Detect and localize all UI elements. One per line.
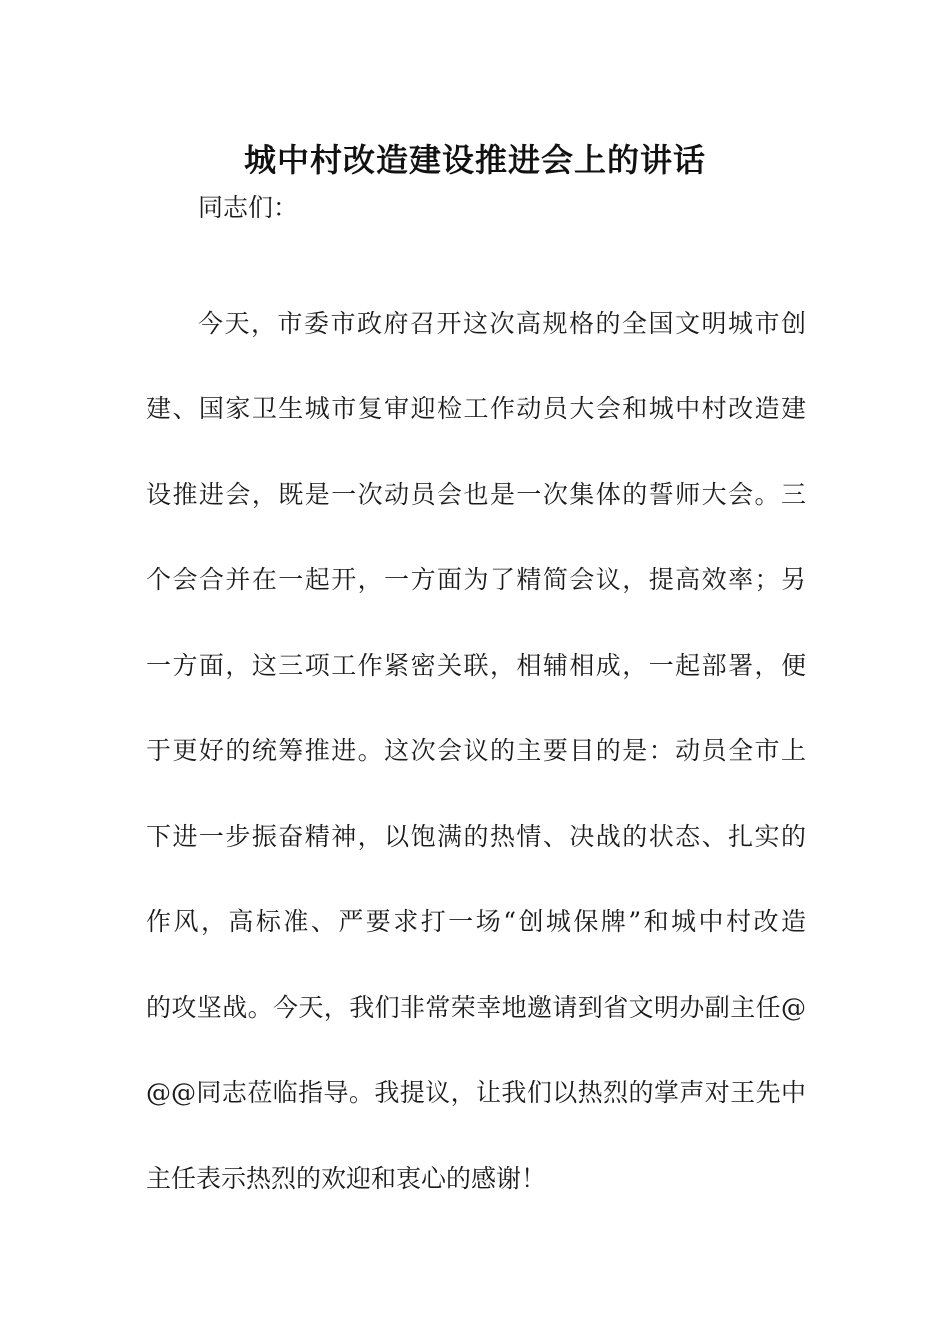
salutation: 同志们： xyxy=(198,193,299,222)
document-title: 城中村改造建设推进会上的讲话 xyxy=(243,141,706,179)
paragraph-line: 主任表示热烈的欢迎和衷心的感谢！ xyxy=(146,1164,547,1193)
paragraph-line: 建、国家卫生城市复审迎检工作动员大会和城中村改造建 xyxy=(146,394,806,423)
paragraph-line: 今天，市委市政府召开这次高规格的全国文明城市创 xyxy=(198,309,806,338)
paragraph-line: 下进一步振奋精神，以饱满的热情、决战的状态、扎实的 xyxy=(146,822,806,851)
paragraph-line: 于更好的统筹推进。这次会议的主要目的是：动员全市上 xyxy=(146,736,806,765)
paragraph-line: @@同志莅临指导。我提议，让我们以热烈的掌声对王先中 xyxy=(146,1078,806,1107)
paragraph-line: 个会合并在一起开，一方面为了精简会议，提高效率；另 xyxy=(146,565,806,594)
paragraph-line: 的攻坚战。今天，我们非常荣幸地邀请到省文明办副主任@ xyxy=(146,993,806,1022)
paragraph-line: 设推进会，既是一次动员会也是一次集体的誓师大会。三 xyxy=(146,480,806,509)
paragraph-line: 一方面，这三项工作紧密关联，相辅相成，一起部署，便 xyxy=(146,651,806,680)
paragraph-line: 作风，高标准、严要求打一场“创城保牌”和城中村改造 xyxy=(146,907,806,936)
